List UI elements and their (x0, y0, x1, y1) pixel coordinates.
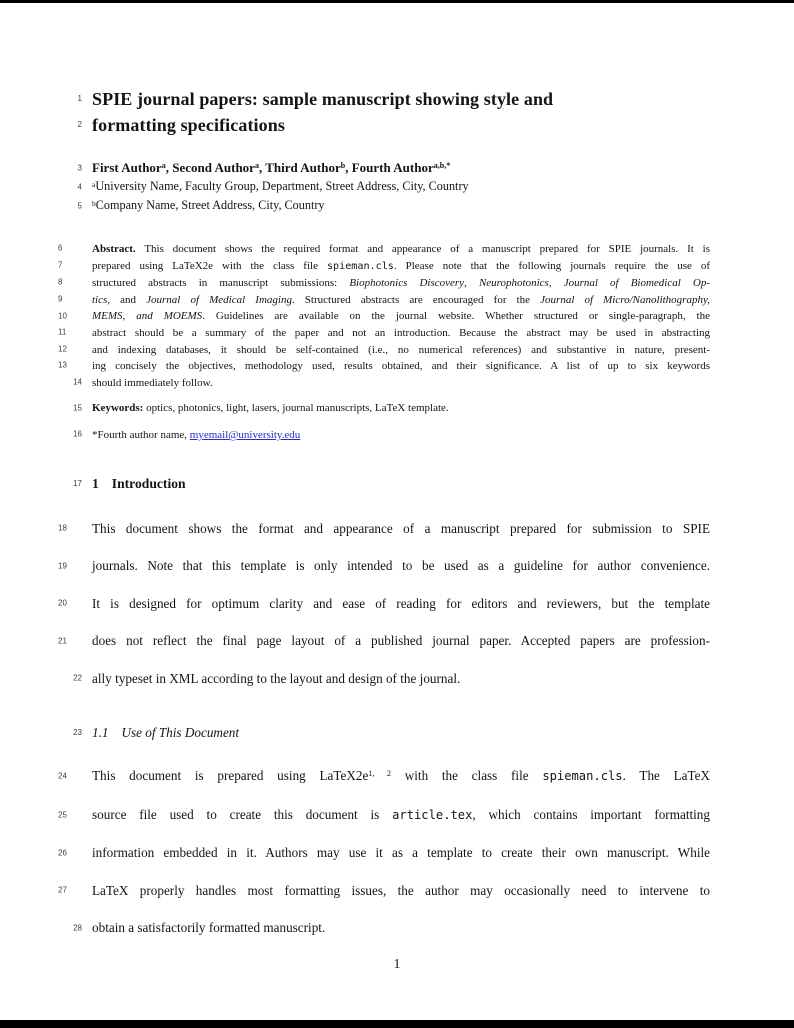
line-number: 15 (73, 403, 82, 413)
line-number: 11 (58, 327, 67, 337)
page-bottom-edge (0, 1020, 794, 1028)
text-segment: , and (107, 293, 147, 306)
text-segment: , Fourth Author (345, 160, 434, 175)
line-number: 18 (58, 523, 67, 533)
line-number: 9 (58, 294, 63, 304)
text-segment: Use of This Document (121, 725, 240, 741)
line-number: 21 (58, 636, 67, 646)
text-line (73, 723, 710, 743)
text-line (58, 872, 710, 910)
text-segment-sup: a (92, 179, 96, 189)
text-line (58, 585, 710, 623)
line-number: 6 (58, 244, 63, 253)
text-segment: This document is prepared using LaTeX2e (92, 768, 369, 784)
text-line (73, 660, 710, 698)
line-number: 23 (73, 728, 82, 738)
text-segment: . Structured abstracts are encouraged for the (291, 293, 541, 306)
text-segment-m: spieman.cls (326, 260, 394, 272)
subsection-heading-use-of-this-document (73, 723, 710, 743)
text-line (58, 796, 710, 835)
line-number: 27 (58, 885, 67, 895)
text-segment: obtain a satisfactorily formatted manuscript. (92, 920, 326, 936)
text-line (77, 112, 710, 138)
text-line (58, 258, 710, 276)
text-segment: LaTeX properly handles most formatting issues, the author may occasionally need to intervene to (92, 882, 710, 898)
text-segment: abstract should be a summary of the paper and not an introduction. Because the abstract may be used in abstracting (92, 326, 710, 339)
text-segment: ally typeset in XML according to the layout and design of the journal. (92, 670, 461, 686)
line-number: 3 (77, 163, 82, 172)
line-number: 2 (77, 120, 82, 129)
text-segment-m: spieman.cls (542, 769, 623, 784)
text-line (73, 400, 710, 417)
text-segment: Introduction (111, 475, 186, 491)
text-segment: structured abstracts in manuscript submissions: (92, 277, 350, 290)
text-segment: ing concisely the objectives, methodology used, results obtained, and their significance. A list of up to six keywords (92, 360, 710, 373)
text-segment: , (464, 277, 479, 290)
text-segment-sup: a,b,* (433, 161, 451, 171)
text-segment: should immediately follow. (92, 376, 213, 389)
text-line (58, 757, 711, 796)
text-segment-sup: b (340, 161, 346, 171)
text-segment: . Please note that the following journals require the use of (393, 259, 710, 272)
text-segment: Company Name, Street Address, City, Country (95, 198, 325, 212)
section-heading-introduction (73, 474, 710, 494)
text-line (77, 177, 710, 196)
text-line (58, 292, 710, 309)
text-segment-b: Abstract. (92, 243, 136, 255)
text-segment-m: article.tex (392, 807, 473, 822)
text-segment-b: Keywords: (92, 402, 144, 415)
text-line (58, 241, 710, 258)
line-number: 4 (77, 182, 82, 191)
text-segment: , Third Author (258, 160, 341, 175)
authors (77, 158, 710, 215)
line-number: 19 (58, 561, 67, 571)
text-segment: , Second Author (165, 160, 255, 175)
text-segment: optics, photonics, light, lasers, journal manuscripts, LaTeX template. (143, 402, 449, 415)
text-segment: . The LaTeX (622, 768, 711, 784)
line-number: 14 (73, 377, 82, 387)
text-segment: formatting specifications (92, 115, 285, 135)
line-number: 25 (58, 810, 67, 820)
line-number: 10 (58, 311, 67, 321)
text-line (58, 358, 710, 375)
text-line (73, 427, 710, 444)
text-line (77, 196, 710, 215)
text-segment-sup: a (161, 161, 166, 171)
paper-title (77, 86, 710, 138)
line-number: 12 (58, 344, 67, 354)
text-segment: University Name, Faculty Group, Department, Street Address, City, Country (95, 179, 469, 193)
line-number: 17 (73, 478, 82, 488)
text-segment: does not reflect the final page layout of a published journal paper. Accepted papers are profession- (92, 633, 710, 649)
line-number: 28 (73, 923, 82, 933)
line-number: 1 (77, 94, 82, 103)
text-line (73, 909, 710, 947)
text-segment: This document shows the format and appearance of a manuscript prepared for submission to SPIE (92, 520, 710, 536)
text-segment-secnum: 1.1 (92, 725, 109, 741)
text-segment-i: Journal of Biomedical Op- (563, 277, 711, 290)
text-segment: , which contains important formatting (472, 806, 710, 822)
line-number: 7 (58, 261, 63, 271)
document-body (58, 0, 711, 947)
text-segment-i: Journal of Medical Imaging (146, 293, 292, 306)
text-segment: , (548, 277, 564, 290)
author-note (73, 427, 710, 444)
text-line (77, 158, 710, 177)
line-number: 5 (77, 201, 82, 210)
paragraph-use-of-this-document (58, 757, 711, 947)
text-segment: *Fourth author name, (92, 428, 190, 441)
text-segment: information embedded in it. Authors may use it as a template to create their own manuscript. While (92, 845, 710, 861)
text-segment: and indexing databases, it should be self-contained (i.e., no numerical references) and substantive in nature, present- (92, 343, 710, 356)
line-number: 20 (58, 598, 67, 608)
text-segment-i: MEMS, and MOEMS (92, 310, 203, 323)
text-line (73, 474, 710, 494)
text-segment: This document shows the required format and appearance of a manuscript prepared for SPIE journals. It is (135, 243, 710, 255)
keywords (73, 400, 710, 417)
paragraph-introduction (58, 510, 710, 698)
text-segment: prepared using LaTeX2e with the class file (92, 259, 327, 272)
text-line (58, 510, 710, 548)
text-segment: . Guidelines are available on the journal website. Whether structured or single-paragraph, the (202, 310, 710, 323)
line-number: 13 (58, 361, 67, 371)
text-segment-i: Journal of Micro/Nanolithography, (540, 293, 710, 306)
text-line (58, 342, 710, 359)
page-number: 1 (393, 956, 401, 971)
text-line (58, 547, 710, 585)
text-segment-sup: 1, 2 (368, 769, 392, 779)
line-number: 22 (73, 673, 82, 683)
text-segment-i: tics (92, 293, 108, 306)
line-number: 26 (58, 848, 67, 858)
text-line (58, 834, 710, 872)
text-segment-i: Neurophotonics (478, 277, 549, 290)
text-segment: SPIE journal papers: sample manuscript showing style and (92, 89, 554, 109)
text-segment-i: Biophotonics Discovery (349, 277, 465, 290)
abstract (58, 241, 711, 391)
text-segment: It is designed for optimum clarity and ease of reading for editors and reviewers, but the template (92, 595, 710, 611)
text-line (58, 308, 710, 325)
text-segment: journals. Note that this template is only intended to be used as a guideline for author convenience. (92, 558, 710, 574)
text-segment-secnum: 1 (92, 475, 99, 491)
text-segment-sup: b (92, 198, 96, 208)
text-segment: First Author (92, 160, 162, 175)
text-line (58, 325, 710, 342)
text-segment: with the class file (391, 768, 543, 784)
line-number: 8 (58, 278, 63, 288)
text-line (58, 622, 710, 660)
text-line (73, 375, 710, 392)
text-segment: source file used to create this document is (92, 806, 393, 822)
text-line (58, 275, 711, 292)
line-number: 16 (73, 429, 82, 439)
text-segment-sup: a (254, 161, 259, 171)
line-number: 24 (58, 771, 67, 781)
text-line (77, 86, 710, 112)
email-link[interactable]: myemail@university.edu (189, 428, 301, 441)
